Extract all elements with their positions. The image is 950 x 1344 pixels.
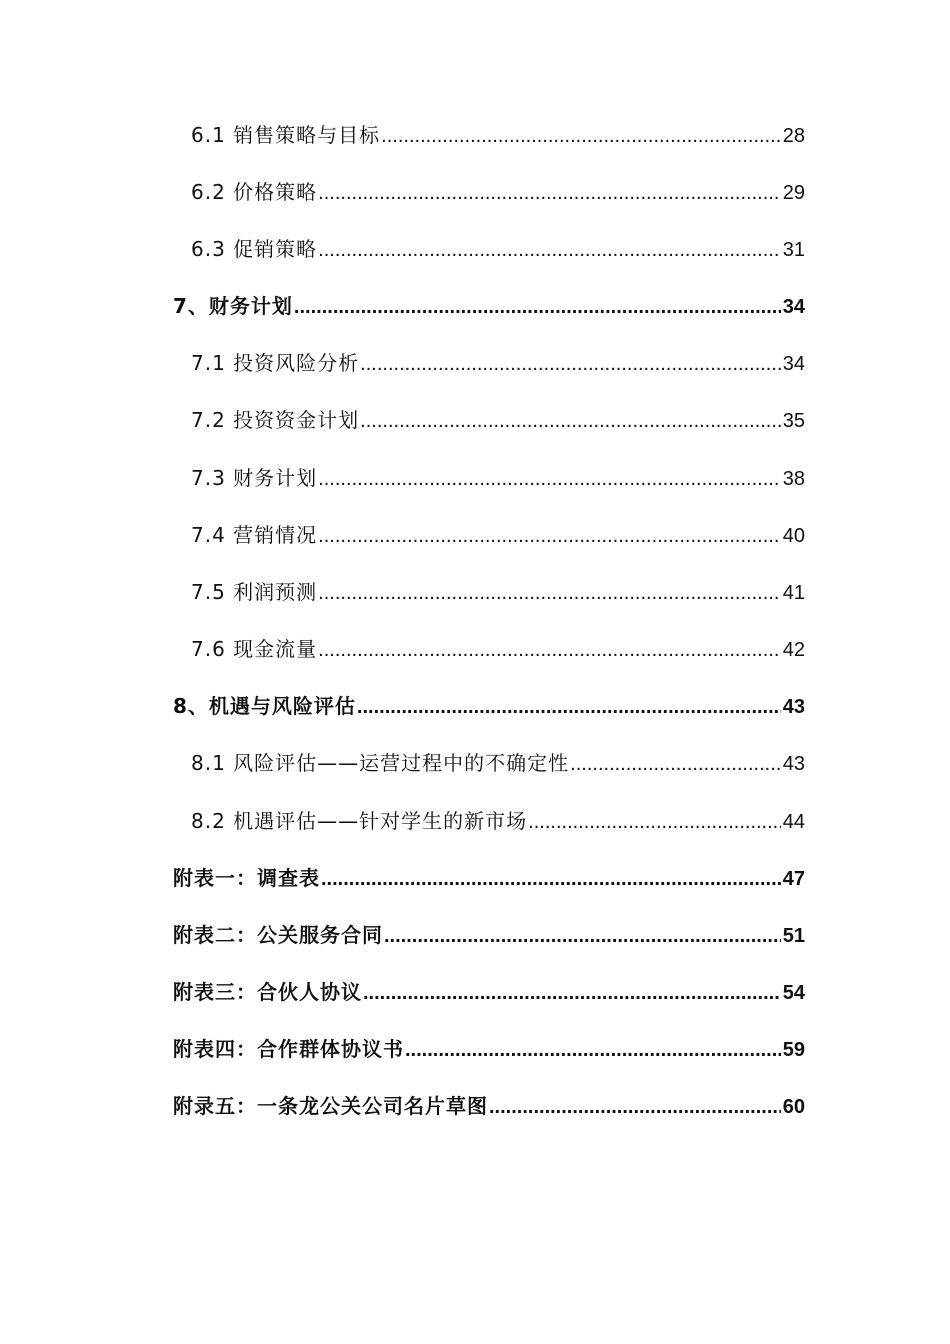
toc-chapter-entry[interactable] [173, 291, 805, 321]
toc-entry[interactable] [191, 234, 805, 264]
toc-entry-title: 7.1 投资风险分析 [191, 351, 360, 375]
toc-dot-leader [318, 520, 781, 551]
toc-entry-title: 7.3 财务计划 [191, 466, 318, 490]
toc-entry[interactable] [191, 348, 805, 378]
toc-dot-leader [294, 291, 781, 322]
toc-entry[interactable] [191, 806, 805, 836]
toc-page-number: 38 [782, 468, 805, 490]
toc-dot-leader [321, 863, 781, 894]
toc-dot-leader [570, 748, 781, 779]
toc-dot-leader [528, 806, 781, 837]
toc-dot-leader [360, 348, 781, 379]
toc-page-number: 41 [782, 582, 805, 604]
toc-dot-leader [384, 920, 781, 951]
toc-page-number: 34 [782, 296, 805, 318]
toc-dot-leader [318, 577, 781, 608]
toc-dot-leader [489, 1091, 781, 1122]
toc-entry-title: 6.2 价格策略 [191, 180, 318, 204]
toc-appendix-entry[interactable] [173, 920, 805, 950]
toc-entry[interactable] [191, 520, 805, 550]
toc-page-number: 29 [782, 182, 805, 204]
toc-page-number: 51 [782, 925, 805, 947]
toc-page-number: 44 [782, 811, 805, 833]
toc-entry-title: 附表二：公关服务合同 [173, 923, 383, 947]
toc-page-number: 31 [782, 239, 805, 261]
toc-entry[interactable] [191, 405, 805, 435]
toc-page-number: 43 [782, 753, 805, 775]
toc-dot-leader [363, 977, 781, 1008]
toc-entry-title: 7.2 投资资金计划 [191, 408, 360, 432]
toc-entry-title: 7、财务计划 [173, 294, 293, 318]
toc-page-number: 35 [782, 410, 805, 432]
toc-page-number: 43 [782, 696, 805, 718]
toc-dot-leader [318, 234, 781, 265]
toc-entry-title: 6.1 销售策略与目标 [191, 123, 381, 147]
toc-entry[interactable] [191, 748, 805, 778]
toc-entry-title: 附表三：合伙人协议 [173, 980, 362, 1004]
toc-dot-leader [381, 120, 781, 151]
toc-entry-title: 7.5 利润预测 [191, 580, 318, 604]
toc-entry-title: 附录五：一条龙公关公司名片草图 [173, 1094, 488, 1118]
toc-entry[interactable] [191, 577, 805, 607]
toc-entry-title: 6.3 促销策略 [191, 237, 318, 261]
toc-entry[interactable] [191, 177, 805, 207]
toc-entry-title: 8、机遇与风险评估 [173, 694, 356, 718]
toc-entry-title: 8.2 机遇评估——针对学生的新市场 [191, 809, 528, 833]
toc-entry-title: 附表一：调查表 [173, 866, 320, 890]
toc-entry[interactable] [191, 634, 805, 664]
toc-entry-title: 8.1 风险评估——运营过程中的不确定性 [191, 751, 570, 775]
toc-dot-leader [318, 463, 781, 494]
toc-dot-leader [318, 634, 781, 665]
toc-appendix-entry[interactable] [173, 863, 805, 893]
toc-page-number: 60 [782, 1096, 805, 1118]
toc-chapter-entry[interactable] [173, 691, 805, 721]
toc-page-number: 54 [782, 982, 805, 1004]
toc-dot-leader [360, 405, 781, 436]
toc-appendix-entry[interactable] [173, 977, 805, 1007]
toc-entry-title: 7.6 现金流量 [191, 637, 318, 661]
toc-page-number: 59 [782, 1039, 805, 1061]
toc-page-number: 42 [782, 639, 805, 661]
toc-appendix-entry[interactable] [173, 1034, 805, 1064]
toc-page-number: 40 [782, 525, 805, 547]
toc-appendix-entry[interactable] [173, 1091, 805, 1121]
toc-entry[interactable] [191, 120, 805, 150]
toc-entry-title: 附表四：合作群体协议书 [173, 1037, 404, 1061]
toc-entry-title: 7.4 营销情况 [191, 523, 318, 547]
toc-dot-leader [357, 691, 781, 722]
toc-entry[interactable] [191, 463, 805, 493]
toc-dot-leader [318, 177, 781, 208]
toc-dot-leader [405, 1034, 781, 1065]
toc-page-number: 34 [782, 353, 805, 375]
toc-page-number: 28 [782, 125, 805, 147]
toc-page-number: 47 [782, 868, 805, 890]
